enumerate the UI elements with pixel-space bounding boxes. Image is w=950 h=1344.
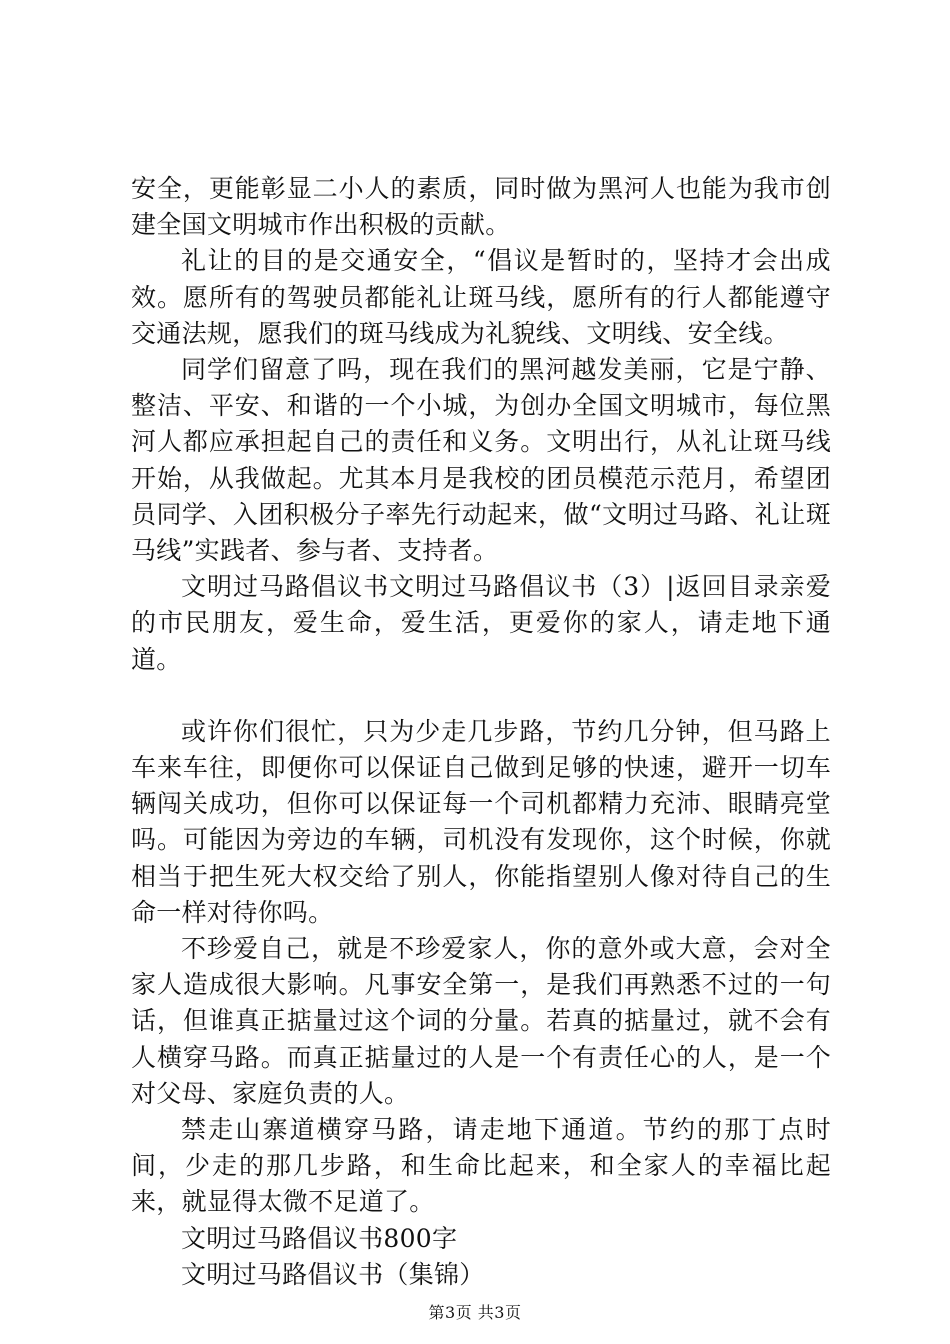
- document-body: [131, 171, 831, 1293]
- related-title-1: 文明过马路倡议书800字: [181, 1223, 458, 1253]
- page-number-footer: 第3页 共3页: [428, 1303, 522, 1322]
- paragraph-6: 不珍爱自己，就是不珍爱家人，你的意外或大意，会对全家人造成很大影响。凡事安全第一，是我们再熟悉不过的一句话，但谁真正掂量过这个词的分量。若真的掂量过，就不会有人横穿马路。而真正掂量过的人是一个有责任心的人，是一个对父母、家庭负责的人。: [131, 934, 831, 1108]
- paragraph-7: 禁走山寨道横穿马路，请走地下通道。节约的那丁点时间，少走的那几步路，和生命比起来，和全家人的幸福比起来，就显得太微不足道了。: [131, 1115, 831, 1217]
- related-title-2: 文明过马路倡议书（集锦）: [181, 1259, 485, 1289]
- paragraph-1: 安全，更能彰显二小人的素质，同时做为黑河人也能为我市创建全国文明城市作出积极的贡献。: [131, 174, 831, 240]
- paragraph-3: 同学们留意了吗，现在我们的黑河越发美丽，它是宁静、整洁、平安、和谐的一个小城，为创办全国文明城市，每位黑河人都应承担起自己的责任和义务。文明出行，从礼让斑马线开始，从我做起。尤其本月是我校的团员模范示范月，希望团员同学、入团积极分子率先行动起来，做“文明过马路、礼让斑马线”实践者、参与者、支持者。: [131, 355, 831, 566]
- paragraph-4: 文明过马路倡议书文明过马路倡议书（3）|返回目录亲爱的市民朋友，爱生命，爱生活，更爱你的家人，请走地下通道。: [131, 572, 831, 674]
- paragraph-5: 或许你们很忙，只为少走几步路，节约几分钟，但马路上车来车往，即便你可以保证自己做到足够的快速，避开一切车辆闯关成功，但你可以保证每一个司机都精力充沛、眼睛亮堂吗。可能因为旁边的车辆，司机没有发现你，这个时候，你就相当于把生死大权交给了别人，你能指望别人像对待自己的生命一样对待你吗。: [131, 716, 831, 927]
- paragraph-2: 礼让的目的是交通安全，“倡议是暂时的，坚持才会出成效。愿所有的驾驶员都能礼让斑马线，愿所有的行人都能遵守交通法规，愿我们的斑马线成为礼貌线、文明线、安全线。: [131, 246, 831, 348]
